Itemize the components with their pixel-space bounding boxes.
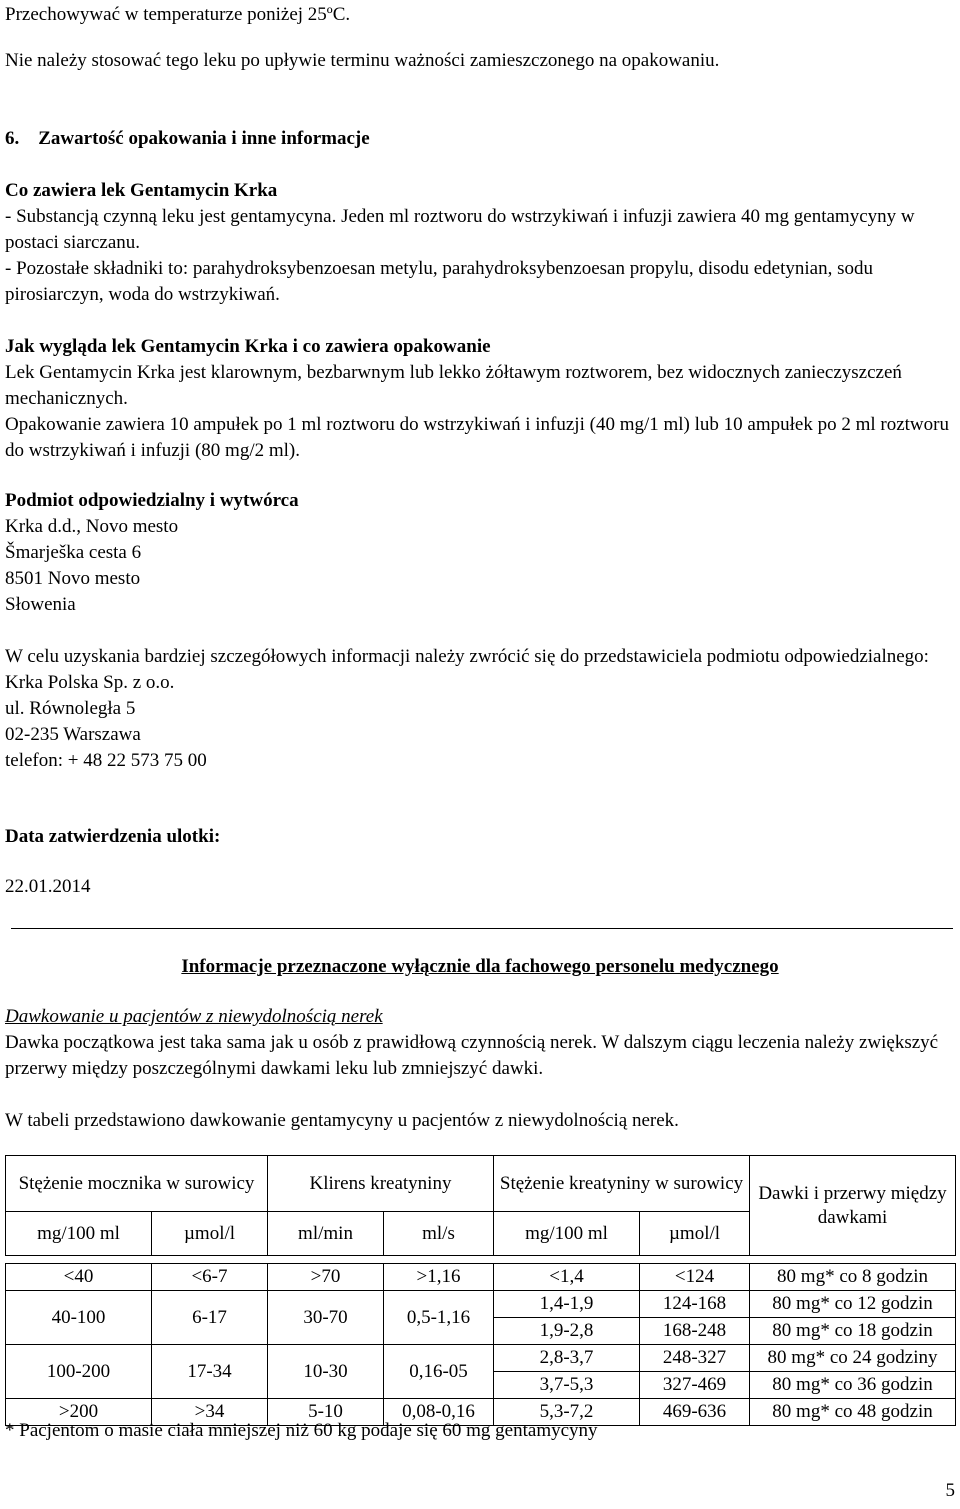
cell-cr-umol: 327-469 — [640, 1372, 750, 1399]
contact-line: telefon: + 48 22 573 75 00 — [5, 750, 207, 771]
table-row — [6, 1291, 956, 1318]
cell-cr-mg: 3,7-5,3 — [494, 1372, 640, 1399]
table-intro: W tabeli przedstawiono dawkowanie gentamycyny u pacjentów z niewydolnością nerek. — [5, 1110, 679, 1131]
cell-dose: 80 mg* co 18 godzin — [750, 1318, 956, 1345]
header-urea: Stężenie mocznika w surowicy — [6, 1156, 268, 1212]
cell-cl-ml: >70 — [268, 1264, 384, 1291]
unit-cell: mg/100 ml — [6, 1212, 152, 1256]
appearance-description: Lek Gentamycin Krka jest klarownym, bezbarwnym lub lekko żółtawym roztworem, bez widocznych zanieczyszczeń mechanicznych. — [5, 362, 902, 409]
cell-cr-umol: <124 — [640, 1264, 750, 1291]
unit-cell: ml/min — [268, 1212, 384, 1256]
holder-line: Šmarješka cesta 6 — [5, 542, 142, 563]
what-contains-other: - Pozostałe składniki to: parahydroksybenzoesan metylu, parahydroksybenzoesan propylu, disodu edetynian, sodu pirosiarczyn, woda do wstrzykiwań. — [5, 258, 873, 305]
holder-title: Podmiot odpowiedzialny i wytwórca — [5, 490, 299, 511]
cell-cr-mg: 1,4-1,9 — [494, 1291, 640, 1318]
contact-line: ul. Równoległa 5 — [5, 698, 136, 719]
section-6-heading: 6. Zawartość opakowania i inne informacje — [5, 128, 370, 149]
table-spacer — [6, 1256, 956, 1264]
cell-cr-umol: 469-636 — [640, 1399, 750, 1426]
cell-cr-mg: <1,4 — [494, 1264, 640, 1291]
cell-cr-mg: 5,3-7,2 — [494, 1399, 640, 1426]
unit-cell: µmol/l — [640, 1212, 750, 1256]
holder-line: Słowenia — [5, 594, 76, 615]
unit-cell: ml/s — [384, 1212, 494, 1256]
cell-cr-umol: 124-168 — [640, 1291, 750, 1318]
cell-cl-ml: 5-10 — [268, 1399, 384, 1426]
cell-cl-ml: 10-30 — [268, 1345, 384, 1399]
what-contains-title: Co zawiera lek Gentamycin Krka — [5, 180, 278, 201]
package-contents: Opakowanie zawiera 10 ampułek po 1 ml roztworu do wstrzykiwań i infuzji (40 mg/1 ml) lub 10 ampułek po 2 ml roztworu do wstrzykiwań i infuzji (80 mg/2 ml). — [5, 414, 949, 461]
cell-urea-mg: <40 — [6, 1264, 152, 1291]
cell-urea-umol: >34 — [152, 1399, 268, 1426]
section-divider — [11, 928, 953, 929]
cell-dose: 80 mg* co 24 godziny — [750, 1345, 956, 1372]
header-creatinine: Stężenie kreatyniny w surowicy — [494, 1156, 750, 1212]
cell-urea-umol: 17-34 — [152, 1345, 268, 1399]
cell-urea-mg: >200 — [6, 1399, 152, 1426]
storage-line-1: Przechowywać w temperaturze poniżej 25ºC. — [5, 4, 351, 25]
contact-intro: W celu uzyskania bardziej szczegółowych informacji należy zwrócić się do przedstawiciela podmiotu odpowiedzialnego: — [5, 646, 929, 667]
cell-cr-mg: 1,9-2,8 — [494, 1318, 640, 1345]
table-row — [6, 1345, 956, 1372]
page-number: 5 — [945, 1480, 955, 1501]
cell-cr-umol: 168-248 — [640, 1318, 750, 1345]
cell-dose: 80 mg* co 12 godzin — [750, 1291, 956, 1318]
what-contains-active: - Substancją czynną leku jest gentamycyna. Jeden ml roztworu do wstrzykiwań i infuzji zawiera 40 mg gentamycyny w postaci siarczanu. — [5, 206, 915, 253]
cell-dose: 80 mg* co 48 godzin — [750, 1399, 956, 1426]
cell-cl-s: 0,16-05 — [384, 1345, 494, 1399]
cell-urea-umol: <6-7 — [152, 1264, 268, 1291]
professional-heading: Informacje przeznaczone wyłącznie dla fachowego personelu medycznego — [181, 956, 779, 977]
appearance-title: Jak wygląda lek Gentamycin Krka i co zawiera opakowanie — [5, 336, 491, 357]
cell-cr-umol: 248-327 — [640, 1345, 750, 1372]
cell-dose: 80 mg* co 8 godzin — [750, 1264, 956, 1291]
cell-urea-umol: 6-17 — [152, 1291, 268, 1345]
contact-line: 02-235 Warszawa — [5, 724, 141, 745]
cell-dose: 80 mg* co 36 godzin — [750, 1372, 956, 1399]
cell-urea-mg: 100-200 — [6, 1345, 152, 1399]
storage-line-2: Nie należy stosować tego leku po upływie terminu ważności zamieszczonego na opakowaniu. — [5, 50, 720, 71]
table-row — [6, 1264, 956, 1291]
dosing-table — [5, 1155, 956, 1426]
holder-line: Krka d.d., Novo mesto — [5, 516, 179, 537]
approval-title: Data zatwierdzenia ulotki: — [5, 826, 221, 847]
cell-cr-mg: 2,8-3,7 — [494, 1345, 640, 1372]
unit-cell: mg/100 ml — [494, 1212, 640, 1256]
cell-cl-s: >1,16 — [384, 1264, 494, 1291]
cell-cl-s: 0,5-1,16 — [384, 1291, 494, 1345]
dosing-paragraph: Dawka początkowa jest taka sama jak u osób z prawidłową czynnością nerek. W dalszym ciągu leczenia należy zwiększyć przerwy między poszczególnymi dawkami leku lub zmniejszyć dawki. — [5, 1032, 939, 1079]
holder-line: 8501 Novo mesto — [5, 568, 141, 589]
cell-urea-mg: 40-100 — [6, 1291, 152, 1345]
table-footnote: * Pacjentom o masie ciała mniejszej niż 60 kg podaje się 60 mg gentamycyny — [5, 1420, 598, 1441]
header-doses: Dawki i przerwy między dawkami — [750, 1156, 956, 1256]
approval-date: 22.01.2014 — [5, 876, 91, 897]
cell-cl-s: 0,08-0,16 — [384, 1399, 494, 1426]
dosing-title: Dawkowanie u pacjentów z niewydolnością nerek — [5, 1006, 383, 1027]
header-clearance: Klirens kreatyniny — [268, 1156, 494, 1212]
contact-line: Krka Polska Sp. z o.o. — [5, 672, 175, 693]
cell-cl-ml: 30-70 — [268, 1291, 384, 1345]
unit-cell: µmol/l — [152, 1212, 268, 1256]
